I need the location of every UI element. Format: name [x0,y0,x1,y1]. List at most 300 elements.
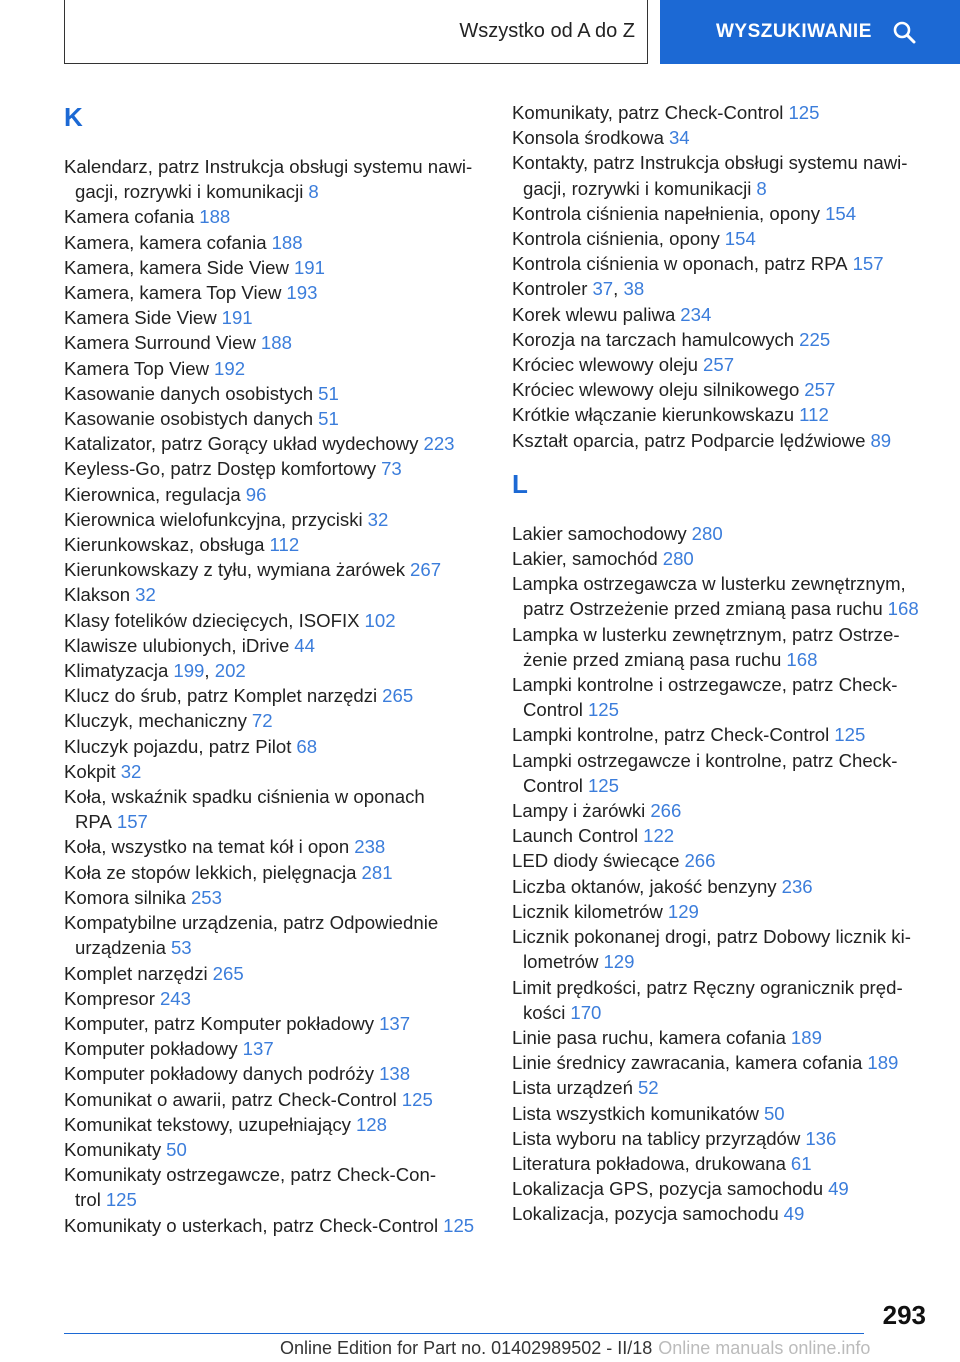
index-entry [64,507,484,532]
index-entry-text: Lokalizacja GPS, pozycja samochodu [512,1178,824,1200]
index-entry-text: Komunikaty [64,1138,162,1160]
index-entry [512,226,932,251]
page-refs [853,253,884,274]
index-entry [512,748,932,798]
page-link[interactable]: 280 [662,548,694,570]
index-entry [512,402,932,427]
index-entry-text: Komunikaty ostrzegawcze, patrz Check-Control [64,1164,437,1211]
page-link[interactable]: 136 [805,1127,837,1149]
index-entry [512,975,932,1025]
index-entry-text: Komunikat tekstowy, uzupełniający [64,1113,351,1135]
page-link[interactable]: 89 [870,429,892,451]
page-link[interactable]: 125 [834,724,866,746]
page-refs [318,408,339,429]
index-entry [512,1025,932,1050]
index-entry [64,356,484,381]
index-entry-text: Licznik kilometrów [512,900,663,922]
index-list-k [64,154,484,1238]
page-refs [692,523,723,544]
index-entry [64,784,484,834]
page-link[interactable]: 112 [269,534,300,556]
page-link[interactable]: 73 [381,458,402,480]
index-entry [64,986,484,1011]
index-entry [512,1075,932,1100]
page-link[interactable]: 199 [173,660,205,682]
page-link[interactable]: 154 [825,202,857,224]
page-refs [368,509,389,530]
index-entry-text: Kluczyk pojazdu, patrz Pilot [64,735,292,757]
page-link[interactable]: 138 [379,1063,411,1085]
page-refs [410,559,441,580]
index-entry [512,201,932,226]
index-entry [64,381,484,406]
index-entry-text: Komputer, patrz Komputer pokładowy [64,1012,375,1034]
page-link[interactable]: 188 [271,231,303,253]
index-entry-text: Kamera, kamera Side View [64,256,289,278]
page-link[interactable]: 52 [637,1077,659,1099]
index-entry [512,377,932,402]
index-entry-text: Kamera Side View [64,307,217,329]
index-entry-text: Klasy fotelików dziecięcych, ISOFIX [64,609,360,631]
index-entry [64,456,484,481]
index-entry-text: Koła, wszystko na temat kół i opon [64,836,350,858]
page-link[interactable]: 53 [170,937,192,959]
index-entry-text: Liczba oktanów, jakość benzyny [512,875,777,897]
page-link[interactable]: 32 [367,508,389,530]
section-letter-k: K [64,102,83,132]
page-link[interactable]: 68 [296,735,318,757]
page-link[interactable]: 168 [786,648,818,670]
index-entry-text: Kluczyk, mechaniczny [64,710,247,732]
index-entry-text: Lakier samochodowy [512,522,687,544]
index-column-right [512,100,932,1227]
footer-edition-text: Online Edition for Part no. 01402989502 - II/18 [280,1337,653,1358]
page-refs [356,1114,387,1135]
page-link[interactable]: 125 [788,102,820,123]
page-refs [668,901,699,922]
index-entry-text: Komputer pokładowy [64,1038,238,1060]
index-entry-text: Lampka ostrzegawcza w lusterku zewnętrznym, patrz Ostrzeżenie przed zmianą pasa ruchu [512,573,906,620]
index-entry-text: Korozja na tarczach hamulcowych [512,328,795,350]
page-link[interactable]: 32 [120,760,142,782]
index-entry-text: Kamera cofania [64,206,195,228]
index-entry-text: Klimatyzacja [64,660,169,682]
page-refs [294,257,325,278]
page-refs [354,836,385,857]
index-entry [64,759,484,784]
index-entry-text: Komunikaty o usterkach, patrz Check-Control [64,1214,439,1236]
index-entry [64,431,484,456]
index-entry-text: Lampki ostrzegawcze i kontrolne, patrz Check-Control [512,749,898,796]
tab-search[interactable] [660,0,960,64]
index-list-l [512,521,932,1227]
index-entry-text: Kasowanie danych osobistych [64,382,314,404]
index-entry [64,734,484,759]
index-entry [512,722,932,747]
index-entry [512,571,932,621]
index-entry-text: Koła, wskaźnik spadku ciśnienia w oponach RPA [64,786,425,833]
page-link[interactable]: 243 [159,987,191,1009]
index-entry [64,305,484,330]
page-link[interactable]: 50 [763,1102,785,1124]
index-entry [512,1101,932,1126]
page-refs [272,232,303,253]
page-link[interactable]: 225 [799,328,831,350]
page-refs [362,862,393,883]
index-entry [512,798,932,823]
page-link[interactable]: 257 [703,354,735,376]
page-refs [680,304,711,325]
index-entry [64,1213,484,1238]
index-entry [64,330,484,355]
page-link[interactable]: 238 [354,836,386,858]
page-refs [308,181,318,202]
page-link[interactable]: 192 [214,357,246,379]
index-entry [512,1201,932,1226]
page-refs [784,1203,805,1224]
page-refs [379,1013,410,1034]
index-entry-text: Kokpit [64,760,116,782]
index-entry [64,154,484,204]
index-entry-text: Kamera Top View [64,357,210,379]
page-link[interactable]: 157 [852,253,884,275]
index-entry [64,1162,484,1212]
page-refs [588,775,619,796]
index-entry-text: Linie pasa ruchu, kamera cofania [512,1026,786,1048]
page-refs [570,1002,601,1023]
index-entry [512,899,932,924]
index-entry [512,848,932,873]
page-refs [643,825,674,846]
page-refs [160,988,191,1009]
page-link[interactable]: 137 [379,1012,411,1034]
page-link[interactable]: 38 [623,278,645,300]
index-entry-text: Linie średnicy zawracania, kamera cofania [512,1052,863,1074]
page-link[interactable]: 189 [790,1026,822,1048]
page-link[interactable]: 32 [135,584,156,606]
index-entry [64,280,484,305]
page-link[interactable]: 266 [650,800,682,822]
page-refs [764,1103,785,1124]
tab-search-label: WYSZUKIWANIE [716,21,872,42]
page-refs [703,354,734,375]
page-refs [650,800,681,821]
page-refs [214,358,245,379]
page-link[interactable]: 191 [293,256,325,278]
page-link[interactable]: 37 [592,278,614,300]
index-entry [64,1061,484,1086]
page-link[interactable]: 188 [199,206,231,228]
index-entry [64,658,484,683]
index-entry [512,823,932,848]
page-refs [799,404,829,425]
page-refs [286,282,317,303]
index-entry [512,327,932,352]
page-refs [199,206,230,227]
index-entry [64,910,484,960]
page-link[interactable]: 188 [260,332,292,354]
page-refs [296,736,317,757]
page-link[interactable]: 72 [251,710,273,732]
page-refs [270,534,300,555]
index-entry [64,860,484,885]
index-entry-text: Kasowanie osobistych danych [64,408,314,430]
page-refs [365,610,396,631]
page-refs [121,761,142,782]
index-entry-text: Komplet narzędzi [64,962,208,984]
page-link[interactable]: 236 [781,875,813,897]
page-refs [663,548,694,569]
page-refs [725,228,756,249]
index-entry [512,100,932,125]
index-entry [64,582,484,607]
page-link[interactable]: 44 [294,634,315,656]
index-entry-text: Launch Control [512,825,639,847]
page-refs [788,102,819,123]
page-refs [791,1153,812,1174]
page-link[interactable]: 8 [308,181,319,203]
tab-a-to-z[interactable] [64,0,648,64]
top-navigation [0,0,960,68]
index-entry-text: Lampy i żarówki [512,800,646,822]
index-entry [64,834,484,859]
page-refs [294,635,315,656]
page-link[interactable]: 266 [684,850,716,872]
index-entry [64,708,484,733]
page-link[interactable]: 154 [724,228,756,250]
page-refs [443,1215,474,1236]
page-refs [379,1063,410,1084]
page-refs [382,685,413,706]
page-link[interactable]: 137 [242,1038,274,1060]
page-link[interactable]: 193 [286,282,318,304]
page-link[interactable]: 253 [190,886,222,908]
tab-a-to-z-label: Wszystko od A do Z [459,20,635,42]
index-entry [64,482,484,507]
page-link[interactable]: 49 [828,1178,849,1200]
index-entry-text: Krótkie włączanie kierunkowskazu [512,404,795,426]
index-entry-text: Kontrola ciśnienia napełnienia, opony [512,202,821,224]
page-link[interactable]: 125 [587,699,619,721]
page-link[interactable]: 280 [691,522,723,544]
index-entry [512,924,932,974]
index-entry [64,1112,484,1137]
page-refs [588,699,619,720]
index-entry-text: Kamera Surround View [64,332,256,354]
index-entry-text: Komputer pokładowy danych podróży [64,1063,375,1085]
page-refs [805,1128,836,1149]
index-entry-text: Kontakty, patrz Instrukcja obsługi systemu nawigacji, rozrywki i komunikacji [512,152,908,199]
index-entry [512,1176,932,1201]
page-refs [318,383,339,404]
index-entry [512,125,932,150]
index-entry [512,1151,932,1176]
page-refs [243,1038,274,1059]
page-refs [825,203,856,224]
index-entry-text: Kierunkowskaz, obsługa [64,534,265,556]
index-entry [64,885,484,910]
page-link[interactable]: 267 [410,559,442,581]
page-link[interactable]: 223 [423,433,455,455]
footer [280,1334,960,1362]
page-refs [106,1189,137,1210]
index-entry-text: Keyless-Go, patrz Dostęp komfortowy [64,458,377,480]
index-entry-text: Kontrola ciśnienia w oponach, patrz RPA [512,253,848,275]
index-column-left [64,100,484,1238]
page-link[interactable]: 102 [364,609,396,631]
page-number: 293 [882,1300,926,1330]
index-entry-text: Kierownica wielofunkcyjna, przyciski [64,508,363,530]
index-entry-text: Lista wszystkich komunikatów [512,1102,759,1124]
page-link[interactable]: 49 [783,1203,805,1225]
page-refs [135,584,156,605]
index-entry-text: Lista wyboru na tablicy przyrządów [512,1127,801,1149]
index-entry [512,352,932,377]
index-entry [512,150,932,200]
page-refs [402,1089,433,1110]
page-link[interactable]: 170 [570,1001,602,1023]
page-link[interactable]: 125 [401,1088,433,1110]
index-entry-text: Koła ze stopów lekkich, pielęgnacja [64,861,357,883]
index-list-k-continued [512,100,932,453]
page-link[interactable]: 129 [603,951,635,973]
page-refs [756,178,766,199]
index-entry-text: Limit prędkości, patrz Ręczny ogranicznik prędkości [512,976,903,1023]
page-link[interactable]: 191 [221,307,253,329]
page-link[interactable]: 96 [245,483,267,505]
page-refs [799,329,830,350]
index-entry [64,204,484,229]
index-entry [512,302,932,327]
index-entry [512,672,932,722]
page-link[interactable]: 51 [318,408,339,430]
page-link[interactable]: 128 [355,1113,387,1135]
index-entry [512,276,932,301]
index-entry [64,1036,484,1061]
page-link[interactable]: 50 [166,1138,187,1160]
page-refs: 37, 38 [592,278,645,300]
page-link[interactable]: 34 [668,127,690,149]
page-refs [222,307,253,328]
index-entry [512,546,932,571]
page-link[interactable]: 234 [680,303,712,325]
page-refs [782,876,813,897]
index-entry-text: Klawisze ulubionych, iDrive [64,634,290,656]
index-entry [64,683,484,708]
page-refs [117,811,148,832]
index-entry-text: LED diody świecące [512,850,680,872]
index-entry-text: Lista urządzeń [512,1077,633,1099]
index-entry-text: Kompresor [64,987,155,1009]
page-link[interactable]: 281 [361,861,393,883]
index-entry-text: Kompatybilne urządzenia, patrz Odpowiednie urządzenia [64,912,439,959]
index-entry [512,622,932,672]
page-refs [888,598,919,619]
index-entry-text: Komunikat o awarii, patrz Check-Control [64,1088,397,1110]
index-entry [64,608,484,633]
page-refs [870,430,891,451]
page-link[interactable]: 265 [382,685,414,707]
index-entry-text: Komora silnika [64,886,186,908]
index-entry [512,428,932,453]
page-link[interactable]: 157 [116,811,148,833]
page-refs [834,724,865,745]
page-refs [603,951,634,972]
page-refs [638,1077,659,1098]
index-entry-text: Kontrola ciśnienia, opony [512,228,720,250]
index-entry-text: Lokalizacja, pozycja samochodu [512,1203,779,1225]
index-entry-text: Kierownica, regulacja [64,483,241,505]
index-entry-text: Kształt oparcia, patrz Podparcie lędźwiowe [512,429,866,451]
index-entry-text: Kierunkowskazy z tyłu, wymiana żarówek [64,559,406,581]
page-refs [171,937,192,958]
page-link[interactable]: 265 [212,962,244,984]
index-entry-text: Konsola środkowa [512,127,664,149]
page-link[interactable]: 257 [804,379,836,401]
index-entry-text: Kamera, kamera cofania [64,231,267,253]
page-link[interactable]: 8 [756,177,767,199]
index-entry [512,1050,932,1075]
index-entry [64,230,484,255]
index-entry [64,557,484,582]
page-link[interactable]: 125 [105,1189,137,1211]
page-refs [423,433,454,454]
index-entry [64,532,484,557]
watermark: Online manuals online.info [658,1337,871,1358]
page-refs [252,710,273,731]
search-icon [892,20,916,44]
index-entry-text: Kalendarz, patrz Instrukcja obsługi systemu nawigacji, rozrywki i komunikacji [64,156,473,203]
page-refs [213,963,244,984]
page-link[interactable]: 125 [587,774,619,796]
index-entry-text: Korek wlewu paliwa [512,303,676,325]
index-entry-text: Lampki kontrolne, patrz Check-Control [512,724,830,746]
page-refs [684,850,715,871]
page-refs [786,649,817,670]
index-entry [512,521,932,546]
index-entry-text: Literatura pokładowa, drukowana [512,1152,786,1174]
index-entry-text: Króciec wlewowy oleju silnikowego [512,379,800,401]
page-refs [828,1178,849,1199]
index-entry [64,633,484,658]
page-link[interactable]: 61 [790,1152,812,1174]
page-link[interactable]: 129 [667,900,699,922]
page-refs [381,458,402,479]
page-link[interactable]: 125 [443,1214,475,1236]
index-entry-text: Króciec wlewowy oleju [512,354,699,376]
page-refs [804,379,835,400]
page-link[interactable]: 122 [643,825,675,847]
page-refs [166,1139,187,1160]
page-link[interactable]: 51 [318,382,339,404]
page-link[interactable]: 189 [867,1052,899,1074]
page-link[interactable]: 168 [887,598,919,620]
page-refs [191,887,222,908]
index-entry [512,251,932,276]
index-entry [64,961,484,986]
index-entry [64,1011,484,1036]
index-entry [64,1137,484,1162]
page-link[interactable]: 112 [799,404,829,426]
page-refs [669,127,690,148]
index-entry-text: Kamera, kamera Top View [64,282,282,304]
page-link[interactable]: 202 [214,660,246,682]
index-entry-text: Kontroler [512,278,588,300]
index-entry-text: Lampki kontrolne i ostrzegawcze, patrz Check-Control [512,674,898,721]
index-entry [512,1126,932,1151]
index-entry [512,874,932,899]
page-refs [867,1052,898,1073]
